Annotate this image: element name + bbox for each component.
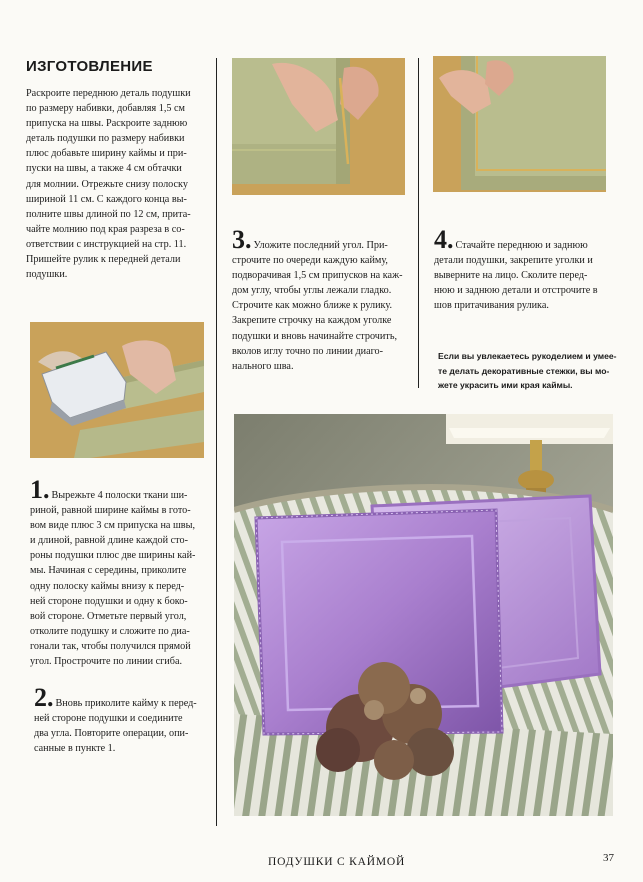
- step-line: санные в пункте 1.: [34, 743, 116, 755]
- step-line: вколов иглу точно по линии диаго-: [232, 345, 384, 357]
- intro-line: полните швы длиной по 12 см, прита-: [26, 208, 191, 220]
- note-line: Если вы увлекаетесь рукоделием и умее-: [438, 351, 617, 361]
- step-line: Уложите последний угол. При-: [253, 240, 388, 251]
- step-number: 3.: [232, 225, 252, 254]
- column-divider-right: [418, 58, 419, 388]
- step-line: угол. Прострочите по линии сгиба.: [30, 656, 183, 668]
- step-line: Закрепите строчку на каждом уголке: [232, 315, 392, 327]
- step-line: выверните на лицо. Сколите перед-: [434, 270, 588, 282]
- step-line: Строчите как можно ближе к рулику.: [232, 300, 392, 312]
- step-line: отколите подушку и сложите по диа-: [30, 625, 190, 637]
- corner-folding-photo: [232, 58, 405, 195]
- intro-line: плюс добавьте ширину каймы и при-: [26, 148, 187, 160]
- intro-line: Раскроите переднюю деталь подушки: [26, 88, 191, 99]
- note-line: жете украсить ими края каймы.: [438, 380, 573, 390]
- step-line: мы. Начиная с середины, приколите: [30, 565, 187, 577]
- decorative-stitch-note: [438, 349, 618, 393]
- intro-line: по размеру набивки, добавляя 1,5 см: [26, 103, 185, 115]
- step-3: [232, 225, 414, 374]
- step-line: одну полоску каймы внизу к перед-: [30, 580, 185, 592]
- step-line: вом виде плюс 3 см припуска на швы,: [30, 520, 196, 532]
- step-line: подушки и вновь начинайте строчить,: [232, 330, 398, 342]
- step-line: дом углу, чтобы углы лежали гладко.: [232, 285, 392, 297]
- column-divider-left: [216, 58, 217, 826]
- intro-line: деталь подушки по размеру набивки: [26, 133, 185, 145]
- step-line: Стачайте переднюю и заднюю: [455, 240, 588, 251]
- section-heading: ИЗГОТОВЛЕНИЕ: [26, 58, 153, 75]
- step-line: риной, равной ширине каймы в гото-: [30, 505, 191, 517]
- step-line: шов притачивания рулика.: [434, 300, 549, 312]
- page-number: 37: [603, 852, 614, 864]
- intro-line: ответствии с инструкцией на стр. 11.: [26, 238, 187, 250]
- step-line: нюю и заднюю детали и отстрочите в: [434, 285, 598, 297]
- step-line: Вновь приколите кайму к перед-: [55, 698, 197, 709]
- footer-title: ПОДУШКИ С КАЙМОЙ: [268, 856, 406, 868]
- intro-line: Пришейте рулик к передней детали: [26, 254, 181, 266]
- finished-corner-photo: [433, 56, 606, 192]
- intro-paragraph: [26, 86, 212, 282]
- step-line: ней стороне подушки и одну к боко-: [30, 595, 188, 607]
- step-line: подворачивая 1,5 см припусков на каж-: [232, 270, 403, 282]
- intro-line: подушки.: [26, 269, 68, 281]
- step-line: детали подушки, закрепите уголки и: [434, 255, 593, 267]
- step-number: 1.: [30, 475, 50, 504]
- cushions-photo: [234, 414, 613, 816]
- step-number: 4.: [434, 225, 454, 254]
- intro-line: чайте молнию под края разреза в со-: [26, 223, 185, 235]
- step-line: нального шва.: [232, 360, 294, 372]
- intro-line: пуски на швы, а также 4 см обтачки: [26, 163, 182, 175]
- intro-line: шириной 11 см. С каждого конца вы-: [26, 193, 187, 205]
- note-line: те делать декоративные стежки, вы мо-: [438, 365, 610, 376]
- intro-line: для молнии. Отрежьте снизу полоску: [26, 178, 188, 190]
- step-line: вой стороне. Отметьте первый угол,: [30, 610, 187, 622]
- step-2: [34, 683, 214, 756]
- step-line: ней стороне подушки и соедините: [34, 713, 183, 725]
- step-line: два угла. Повторите операции, опи-: [34, 728, 189, 740]
- step-line: Вырежьте 4 полоски ткани ши-: [51, 490, 188, 501]
- step-4: [434, 225, 614, 313]
- step-number: 2.: [34, 683, 54, 712]
- step-line: строчите по очереди каждую кайму,: [232, 255, 388, 267]
- step-1: [30, 475, 214, 669]
- step-line: и длиной, равной длине каждой сто-: [30, 535, 188, 547]
- step-line: роны подушки плюс две ширины кай-: [30, 550, 196, 562]
- ironing-photo: [30, 322, 204, 458]
- intro-line: припуска на швы. Раскроите заднюю: [26, 118, 188, 130]
- step-line: гонали так, чтобы получился прямой: [30, 640, 191, 652]
